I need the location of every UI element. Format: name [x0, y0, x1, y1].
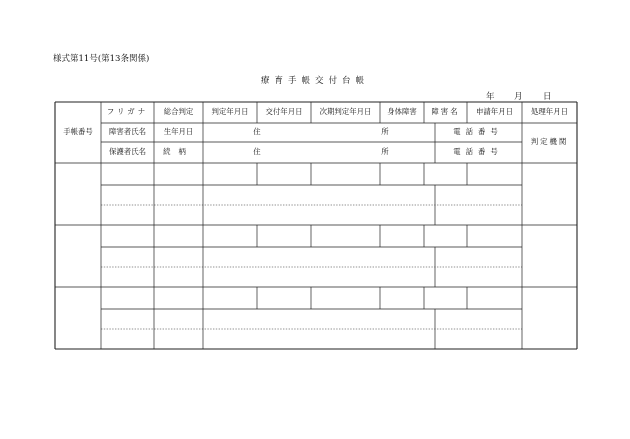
disabled-person-name-header: 障害者氏名 [109, 127, 146, 136]
address-label-2: 所 [381, 127, 389, 136]
document-title: 療育手帳交付台帳 [260, 76, 369, 86]
relationship-header: 続柄 [163, 147, 194, 156]
address-label-4: 所 [381, 147, 389, 156]
processing-date-header: 処理年月日 [531, 107, 568, 116]
date-month-label: 月 [514, 92, 523, 102]
judgment-agency-header: 判定機関 [530, 137, 569, 146]
judgment-date-header: 判定年月日 [211, 107, 249, 116]
form-number-label: 様式第11号(第13条関係) [53, 54, 150, 64]
overall-judgment-header: 総合判定 [163, 107, 194, 116]
furigana-header: フリガナ [106, 107, 149, 116]
disability-name-header: 障害名 [431, 107, 460, 116]
application-date-header: 申請年月日 [476, 107, 513, 116]
phone-number-header-2: 電話番号 [453, 147, 503, 156]
birth-date-header: 生年月日 [163, 127, 194, 136]
address-label-1: 住 [253, 127, 261, 136]
next-judgment-date-header: 次期判定年月日 [319, 107, 372, 116]
date-day-label: 日 [543, 92, 552, 102]
issue-date-header: 交付年月日 [265, 107, 303, 116]
phone-number-header: 電話番号 [453, 127, 503, 136]
date-year-label: 年 [486, 92, 495, 102]
physical-disability-header: 身体障害 [387, 107, 417, 116]
address-label-3: 住 [253, 147, 261, 156]
notebook-number-header: 手帳番号 [63, 127, 93, 136]
guardian-name-header: 保護者氏名 [109, 147, 146, 156]
